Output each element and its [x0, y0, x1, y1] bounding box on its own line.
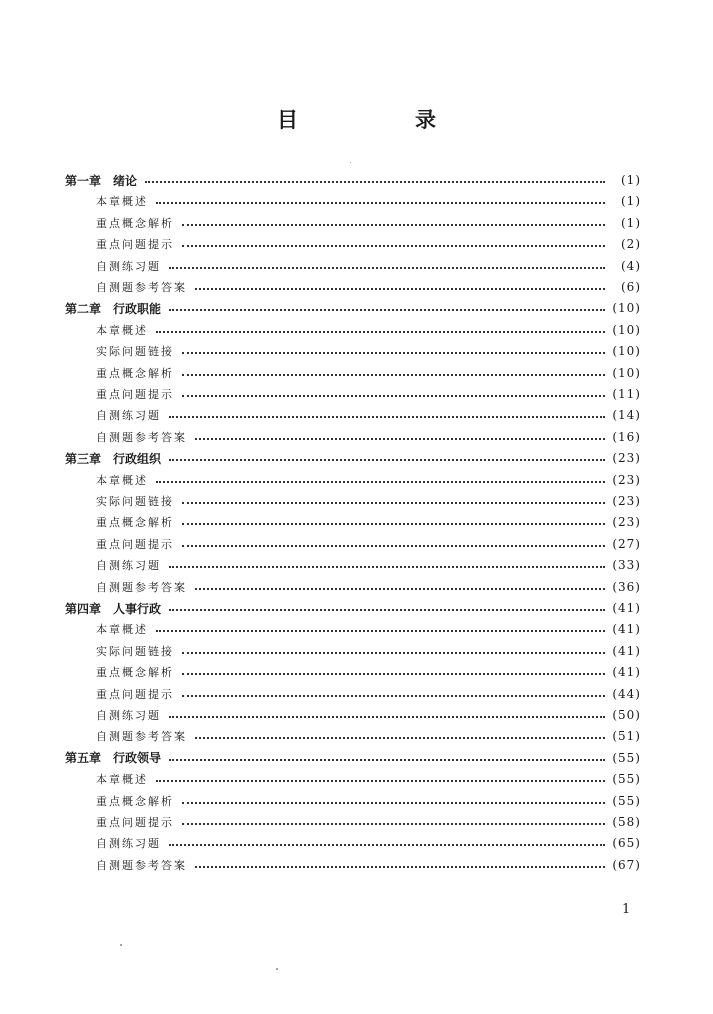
dot-leader	[195, 737, 605, 739]
chapter-title	[65, 749, 161, 766]
dot-leader	[169, 566, 605, 568]
toc-section-row[interactable]	[96, 726, 641, 746]
dot-leader	[182, 523, 605, 525]
toc-section-row[interactable]	[96, 684, 641, 704]
section-page-number: (50)	[612, 708, 641, 722]
toc-chapter-row[interactable]	[65, 298, 641, 318]
dot-leader	[182, 224, 605, 226]
dot-leader	[182, 502, 605, 504]
section-page-number: (55)	[612, 772, 641, 787]
dot-leader	[156, 630, 605, 632]
toc-section-row[interactable]	[96, 427, 641, 447]
chapter-name: 行政组织	[113, 451, 162, 466]
section-page-number: (23)	[612, 472, 641, 487]
dot-leader	[182, 545, 605, 547]
section-title: 本章概述	[96, 623, 148, 637]
chapter-page-number: (1)	[621, 173, 641, 187]
section-title: 重点概念解析	[96, 516, 174, 530]
dot-leader	[182, 395, 605, 397]
dot-leader	[169, 416, 605, 418]
toc-section-row[interactable]	[96, 662, 641, 682]
section-title: 重点问题提示	[96, 687, 174, 701]
section-page-number: (51)	[612, 729, 641, 744]
toc-section-row[interactable]	[96, 491, 641, 511]
section-title: 重点概念解析	[96, 366, 174, 380]
toc-section-row[interactable]	[96, 812, 641, 832]
dot-leader	[169, 844, 605, 846]
chapter-number: 第二章	[65, 301, 102, 316]
section-page-number: (6)	[621, 280, 641, 294]
section-title: 实际问题链接	[96, 644, 174, 658]
toc-section-row[interactable]	[96, 234, 641, 254]
toc-section-row[interactable]	[96, 384, 641, 404]
dot-leader	[156, 481, 605, 483]
chapter-title	[65, 172, 137, 189]
section-page-number: (65)	[612, 836, 641, 851]
dot-leader	[182, 352, 605, 354]
toc-section-row[interactable]	[96, 855, 641, 875]
toc-section-row[interactable]	[96, 405, 641, 425]
section-title: 重点问题提示	[96, 816, 174, 829]
dot-leader	[182, 652, 605, 654]
dot-leader	[156, 780, 605, 782]
dot-leader	[169, 759, 605, 761]
toc-chapter-row[interactable]	[65, 448, 641, 468]
chapter-page-number: (41)	[612, 601, 641, 615]
dot-leader	[169, 716, 605, 718]
scan-speck	[120, 944, 122, 946]
toc-section-row[interactable]	[96, 470, 641, 490]
section-title: 自测练习题	[96, 837, 161, 851]
dot-leader	[182, 695, 605, 697]
chapter-page-number: (10)	[612, 301, 641, 316]
section-title: 本章概述	[96, 323, 148, 337]
dot-leader	[169, 459, 605, 461]
section-title: 本章概述	[96, 773, 148, 787]
dot-leader	[169, 309, 605, 311]
section-page-number: (2)	[621, 237, 641, 252]
toc-section-row[interactable]	[96, 555, 641, 575]
section-title: 自测练习题	[96, 409, 161, 423]
section-title: 自测题参考答案	[96, 858, 187, 872]
toc-section-row[interactable]	[96, 577, 641, 597]
dot-leader	[195, 866, 605, 868]
page-title: 目 录	[277, 108, 484, 132]
dot-leader	[156, 331, 605, 333]
chapter-number: 第三章	[65, 451, 102, 466]
dot-leader	[195, 438, 605, 440]
toc-section-row[interactable]	[96, 619, 641, 639]
section-title: 重点问题提示	[96, 388, 174, 401]
toc-chapter-row[interactable]	[65, 748, 641, 768]
section-title: 重点概念解析	[96, 794, 174, 808]
chapter-name: 人事行政	[113, 601, 162, 616]
section-page-number: (41)	[612, 665, 641, 680]
toc-section-row[interactable]	[96, 320, 641, 340]
scan-speck	[350, 162, 351, 163]
dot-leader	[169, 609, 605, 611]
section-page-number: (14)	[612, 408, 641, 423]
dot-leader	[182, 245, 605, 247]
section-title: 自测题参考答案	[96, 730, 187, 744]
chapter-page-number: (23)	[612, 451, 641, 466]
toc-section-row[interactable]	[96, 833, 641, 853]
section-page-number: (27)	[612, 536, 641, 551]
section-title: 自测题参考答案	[96, 281, 187, 294]
section-page-number: (1)	[621, 194, 641, 209]
section-title: 实际问题链接	[96, 345, 174, 359]
chapter-title	[65, 300, 161, 317]
section-page-number: (10)	[612, 322, 641, 337]
section-page-number: (11)	[612, 387, 641, 401]
dot-leader	[195, 288, 605, 290]
section-title: 重点概念解析	[96, 666, 174, 680]
dot-leader	[182, 802, 605, 804]
section-page-number: (55)	[612, 793, 641, 808]
toc-section-row[interactable]	[96, 791, 641, 811]
section-title: 本章概述	[96, 473, 148, 487]
section-title: 自测练习题	[96, 709, 161, 722]
section-page-number: (36)	[612, 579, 641, 594]
section-page-number: (41)	[612, 643, 641, 658]
toc-section-row[interactable]	[96, 705, 641, 725]
chapter-title	[65, 450, 161, 467]
section-title: 自测练习题	[96, 259, 161, 273]
chapter-number: 第五章	[65, 751, 102, 766]
section-title: 自测练习题	[96, 559, 161, 573]
dot-leader	[182, 673, 605, 675]
section-page-number: (16)	[612, 429, 641, 444]
section-page-number: (10)	[612, 365, 641, 380]
section-page-number: (33)	[612, 558, 641, 573]
chapter-number: 第一章	[65, 173, 102, 188]
section-title: 实际问题链接	[96, 495, 174, 508]
section-page-number: (44)	[612, 686, 641, 701]
chapter-name: 行政领导	[113, 751, 162, 766]
toc-section-row[interactable]	[96, 277, 641, 297]
section-page-number: (4)	[621, 258, 641, 273]
section-page-number: (1)	[621, 215, 641, 230]
page-number: 1	[622, 902, 631, 917]
section-title: 自测题参考答案	[96, 430, 187, 444]
scan-speck	[276, 968, 278, 970]
section-page-number: (41)	[612, 622, 641, 637]
toc-chapter-row[interactable]	[65, 170, 641, 190]
toc-section-row[interactable]	[96, 191, 641, 211]
toc-section-row[interactable]	[96, 256, 641, 276]
section-title: 重点问题提示	[96, 238, 174, 252]
dot-leader	[182, 823, 605, 825]
section-page-number: (23)	[612, 494, 641, 508]
dot-leader	[169, 267, 605, 269]
toc-section-row[interactable]	[96, 213, 641, 233]
toc-section-row[interactable]	[96, 641, 641, 661]
section-page-number: (23)	[612, 515, 641, 530]
section-title: 本章概述	[96, 195, 148, 209]
chapter-number: 第四章	[65, 601, 102, 616]
toc-section-row[interactable]	[96, 512, 641, 532]
section-title: 重点问题提示	[96, 537, 174, 551]
chapter-name: 行政职能	[113, 301, 162, 316]
toc-section-row[interactable]	[96, 534, 641, 554]
section-title: 重点概念解析	[96, 216, 174, 230]
toc-section-row[interactable]	[96, 363, 641, 383]
toc-section-row[interactable]	[96, 769, 641, 789]
section-page-number: (67)	[612, 857, 641, 872]
dot-leader	[145, 181, 605, 183]
dot-leader	[182, 374, 605, 376]
dot-leader	[156, 202, 605, 204]
section-title: 自测题参考答案	[96, 580, 187, 594]
toc-section-row[interactable]	[96, 341, 641, 361]
chapter-name: 绪论	[113, 173, 138, 188]
toc-chapter-row[interactable]	[65, 598, 641, 618]
section-page-number: (10)	[612, 344, 641, 359]
dot-leader	[195, 588, 605, 590]
chapter-page-number: (55)	[612, 750, 641, 765]
section-page-number: (58)	[612, 815, 641, 829]
chapter-title	[65, 600, 161, 617]
